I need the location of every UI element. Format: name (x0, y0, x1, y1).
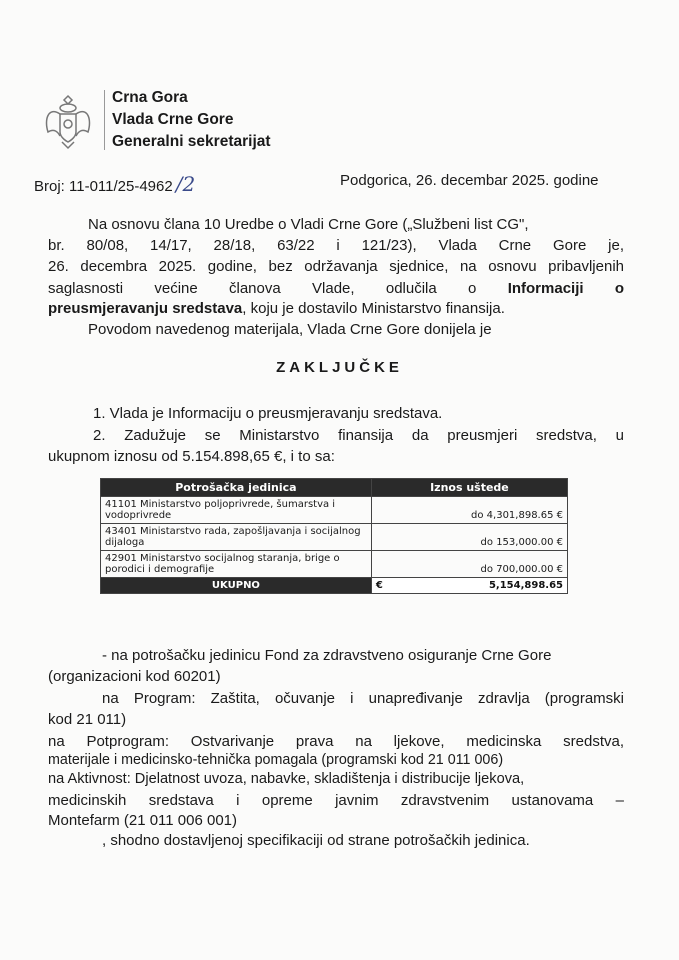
after-line-5: na Potprogram: Ostvarivanje prava na ljekove, medicinska sredstva, (48, 733, 624, 750)
table-row (101, 524, 568, 551)
after-line-6: materijale i medicinsko-tehnička pomagala (programski kod 21 011 006) (48, 752, 504, 768)
intro-line-4b: Informaciji o (507, 280, 625, 297)
unit-cell: 42901 Ministarstvo socijalnog staranja, brige o porodici i demografije (101, 551, 372, 578)
amount-cell: do 4,301,898.65 € (371, 497, 567, 524)
unit-cell: 41101 Ministarstvo poljoprivrede, šumarstva i vodoprivrede (101, 497, 372, 524)
header-government: Vlada Crne Gore (112, 111, 234, 128)
intro-line-5 (48, 300, 505, 317)
after-line-1: - na potrošačku jedinicu Fond za zdravstveno osiguranje Crne Gore (102, 647, 552, 664)
header-amount: Iznos uštede (371, 479, 567, 497)
after-line-2: (organizacioni kod 60201) (48, 668, 221, 685)
place-date: Podgorica, 26. decembar 2025. godine (340, 172, 599, 189)
after-line-10: , shodno dostavljenoj specifikaciji od strane potrošačkih jedinica. (102, 832, 530, 849)
amount-cell: do 700,000.00 € (371, 551, 567, 578)
total-currency: € (375, 580, 383, 591)
reference-number (34, 172, 195, 196)
intro-line-5a: preusmjeravanju sredstava (48, 300, 243, 317)
total-row (101, 578, 568, 594)
header-unit: Potrošačka jedinica (101, 479, 372, 497)
unit-cell: 43401 Ministarstvo rada, zapošljavanja i socijalnog dijaloga (101, 524, 372, 551)
item-2-line-2: ukupnom iznosu od 5.154.898,65 €, i to sa: (48, 448, 335, 465)
intro-line-4 (48, 280, 624, 297)
intro-line-1: Na osnovu člana 10 Uredbe o Vladi Crne Gore („Službeni list CG", (88, 216, 529, 233)
after-line-7: na Aktivnost: Djelatnost uvoza, nabavke, skladištenja i distribucije ljekova, (48, 771, 525, 787)
after-line-4: kod 21 011) (48, 711, 127, 728)
ref-number-text: Broj: 11-011/25-4962 (34, 178, 173, 195)
savings-table (100, 478, 568, 594)
table-row (101, 497, 568, 524)
intro-line-6: Povodom navedenog materijala, Vlada Crne Gore donijela je (88, 321, 492, 338)
after-line-9: Montefarm (21 011 006 001) (48, 812, 238, 829)
handwritten-mark: /2 (175, 172, 196, 196)
item-1: 1. Vlada je Informaciju o preusmjeravanju sredstava. (93, 405, 443, 422)
header-country: Crna Gora (112, 89, 188, 106)
amount-cell: do 153,000.00 € (371, 524, 567, 551)
intro-line-4a: saglasnosti većine članova Vlade, odlučila o (48, 280, 477, 297)
conclusions-title: ZAKLJUČKE (276, 359, 403, 376)
after-line-3: na Program: Zaštita, očuvanje i unapređivanje zdravlja (programski (102, 690, 624, 707)
total-label: UKUPNO (101, 578, 372, 594)
header-office: Generalni sekretarijat (112, 133, 271, 150)
intro-line-5b: , koju je dostavilo Ministarstvo finansija. (242, 300, 505, 317)
after-line-8: medicinskih sredstava i opreme javnim zdravstvenim ustanovama – (48, 792, 624, 809)
intro-line-2: br. 80/08, 14/17, 28/18, 63/22 i 121/23), Vlada Crne Gore je, (48, 237, 624, 254)
header-divider (104, 90, 105, 150)
table-row (101, 551, 568, 578)
total-value-cell (371, 578, 567, 594)
intro-line-3: 26. decembra 2025. godine, bez održavanja sjednice, na osnovu pribavljenih (48, 258, 624, 275)
coat-of-arms-icon (42, 92, 94, 150)
total-value: 5,154,898.65 (488, 580, 563, 591)
item-2-line-1: 2. Zadužuje se Ministarstvo finansija da preusmjeri sredstva, u (93, 427, 624, 444)
